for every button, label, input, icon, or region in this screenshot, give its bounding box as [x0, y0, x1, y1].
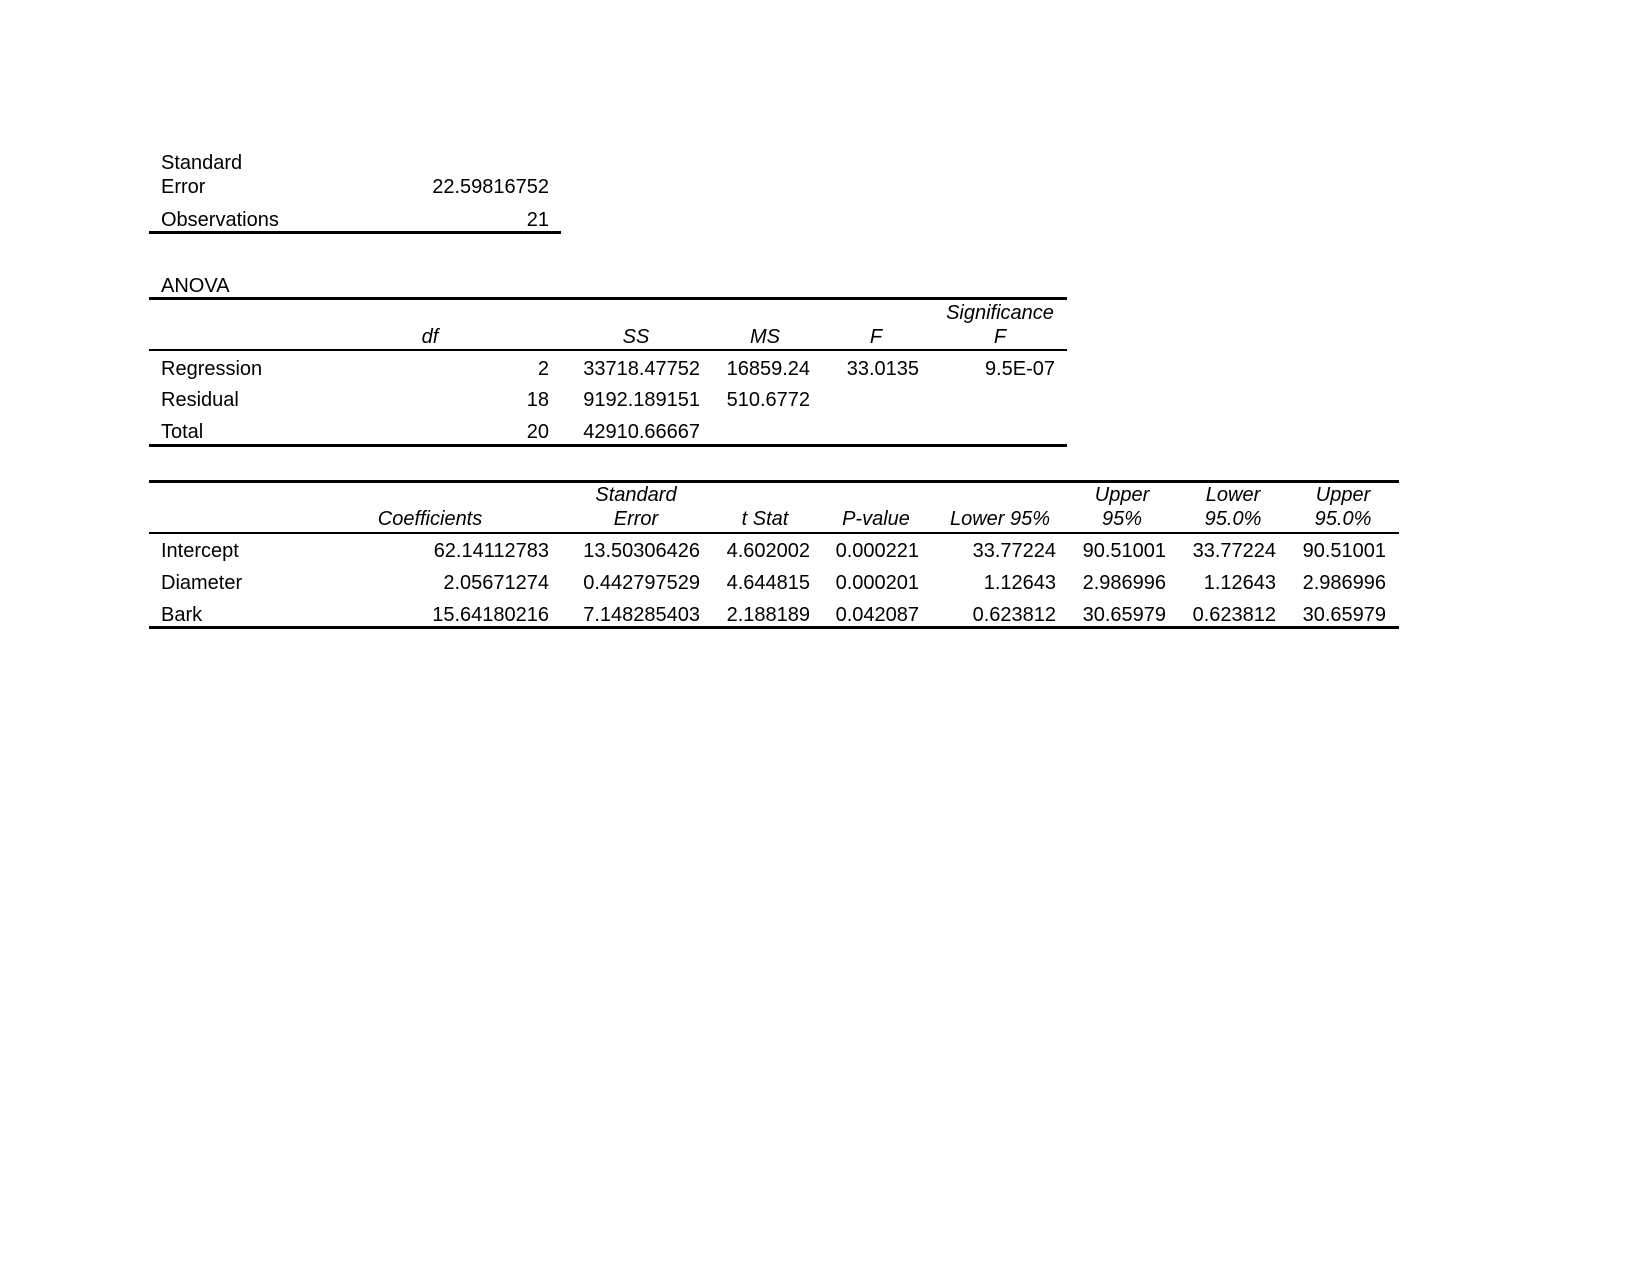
anova-header-ss: SS — [622, 326, 650, 348]
coef-header-upper95-line2: 95% — [1101, 508, 1143, 530]
anova-header-rule — [149, 349, 1067, 351]
coef-cell-upper95: 30.65979 — [1082, 604, 1166, 626]
coef-cell-tstat: 4.602002 — [726, 540, 810, 562]
coef-cell-upper95: 2.986996 — [1082, 572, 1166, 594]
coef-header-rule — [149, 532, 1399, 534]
coef-cell-tstat: 2.188189 — [726, 604, 810, 626]
anova-cell-ms: 16859.24 — [726, 358, 810, 380]
anova-header-sigf-line1: Significance — [946, 302, 1054, 324]
coef-cell-coefficient: 15.64180216 — [432, 604, 549, 626]
anova-cell-sigf: 9.5E-07 — [984, 358, 1055, 380]
anova-cell-df: 2 — [537, 358, 549, 380]
coef-cell-upper950: 2.986996 — [1302, 572, 1386, 594]
anova-top-rule — [149, 297, 1067, 300]
coef-header-lower950-line1: Lower — [1205, 484, 1261, 506]
standard-error-value: 22.59816752 — [432, 176, 549, 198]
coef-cell-pvalue: 0.000221 — [835, 540, 919, 562]
coef-cell-lower950: 1.12643 — [1203, 572, 1276, 594]
coef-cell-standard-error: 0.442797529 — [583, 572, 700, 594]
standard-error-label-line2: Error — [161, 176, 206, 198]
coef-header-coefficients: Coefficients — [377, 508, 483, 530]
coef-cell-lower95: 0.623812 — [972, 604, 1056, 626]
coef-header-lower95: Lower 95% — [949, 508, 1051, 530]
coef-cell-coefficient: 2.05671274 — [443, 572, 549, 594]
coef-bottom-rule — [149, 626, 1399, 629]
coef-cell-standard-error: 13.50306426 — [583, 540, 700, 562]
coef-header-lower950-line2: 95.0% — [1204, 508, 1262, 530]
anova-header-f: F — [869, 326, 883, 348]
standard-error-label-line1: Standard — [161, 152, 243, 174]
anova-title: ANOVA — [161, 275, 230, 297]
coef-header-upper95-line1: Upper — [1094, 484, 1150, 506]
coef-cell-upper95: 90.51001 — [1082, 540, 1166, 562]
anova-cell-df: 20 — [526, 421, 549, 443]
coef-cell-lower950: 33.77224 — [1192, 540, 1276, 562]
coef-row-label: Intercept — [161, 540, 239, 562]
anova-cell-ss: 42910.66667 — [583, 421, 700, 443]
anova-row-label: Total — [161, 421, 204, 443]
anova-cell-f: 33.0135 — [846, 358, 919, 380]
coef-row-label: Diameter — [161, 572, 243, 594]
coef-cell-tstat: 4.644815 — [726, 572, 810, 594]
coef-cell-upper950: 90.51001 — [1302, 540, 1386, 562]
coef-cell-coefficient: 62.14112783 — [433, 540, 549, 562]
anova-row-label: Residual — [161, 389, 239, 411]
anova-cell-ss: 9192.189151 — [583, 389, 700, 411]
coef-header-pvalue: P-value — [842, 508, 910, 530]
coef-cell-lower95: 33.77224 — [972, 540, 1056, 562]
coef-header-se-line2: Error — [613, 508, 659, 530]
coef-cell-lower95: 1.12643 — [983, 572, 1056, 594]
coef-row-label: Bark — [161, 604, 203, 626]
anova-row-label: Regression — [161, 358, 263, 380]
coef-cell-lower950: 0.623812 — [1192, 604, 1276, 626]
coef-header-se-line1: Standard — [595, 484, 677, 506]
anova-header-df: df — [421, 326, 439, 348]
anova-cell-df: 18 — [526, 389, 549, 411]
anova-bottom-rule — [149, 444, 1067, 447]
coef-header-tstat: t Stat — [741, 508, 789, 530]
anova-cell-ms: 510.6772 — [726, 389, 810, 411]
anova-header-sigf-line2: F — [993, 326, 1007, 348]
coef-cell-standard-error: 7.148285403 — [583, 604, 700, 626]
coef-cell-pvalue: 0.000201 — [835, 572, 919, 594]
summary-bottom-rule — [149, 231, 561, 234]
observations-value: 21 — [526, 209, 549, 231]
coef-cell-pvalue: 0.042087 — [835, 604, 919, 626]
observations-label: Observations — [161, 209, 279, 231]
anova-cell-ss: 33718.47752 — [583, 358, 700, 380]
anova-header-ms: MS — [750, 326, 780, 348]
coef-header-upper950-line2: 95.0% — [1314, 508, 1372, 530]
coef-cell-upper950: 30.65979 — [1302, 604, 1386, 626]
coef-header-upper950-line1: Upper — [1315, 484, 1371, 506]
